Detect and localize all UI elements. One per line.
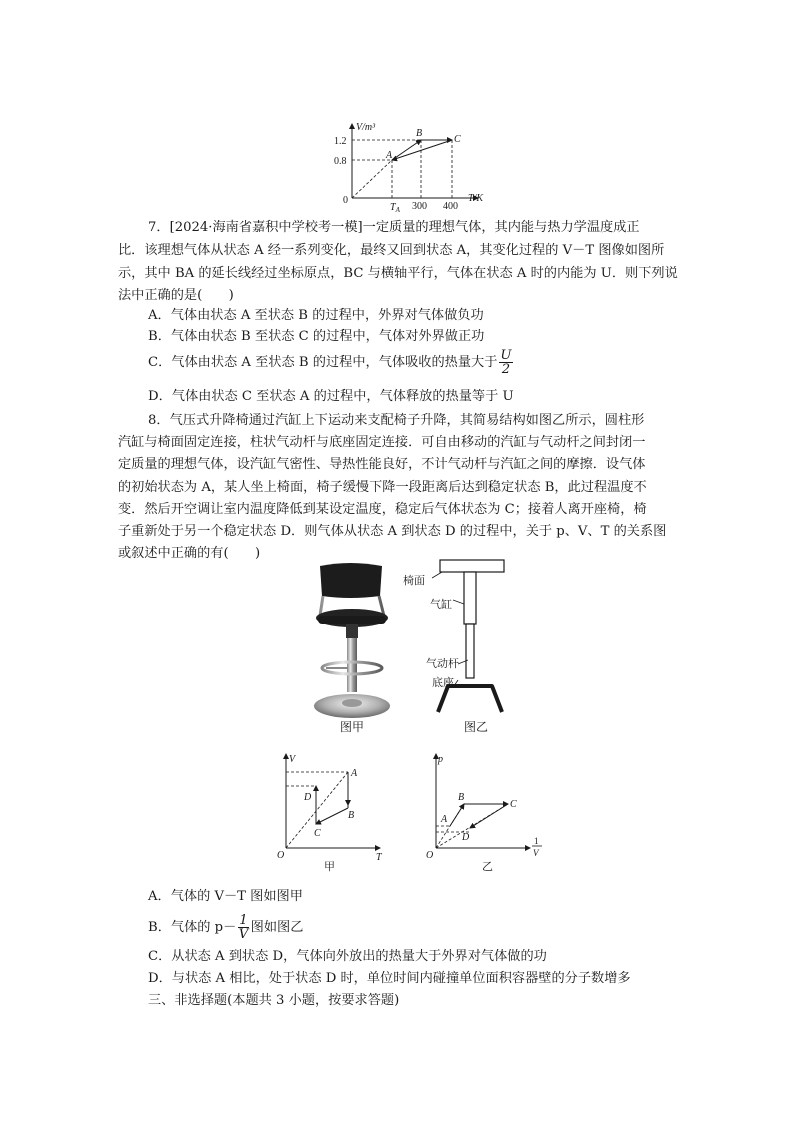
vt-y-label: V/m³: [356, 122, 376, 133]
section-3-heading: 三、非选择题(本题共 3 小题，按要求答题): [148, 993, 400, 1008]
jia-y-label: V: [289, 754, 296, 765]
graph-jia: [276, 748, 386, 870]
yi-x-label-num: 1: [534, 836, 539, 846]
q8-line-5: 变．然后开空调让室内温度降低到某设定温度，稳定后气体状态为 C；接着人离开座椅，椅: [118, 502, 647, 517]
q8-line-2: 汽缸与椅面固定连接，柱状气动杆与底座固定连接．可自由移动的汽缸与气动杆之间封闭一: [118, 435, 646, 450]
q8-option-a[interactable]: A．气体的 V－T 图如图甲: [148, 889, 303, 904]
fig-yi-caption: 图乙: [464, 720, 489, 734]
label-cylinder: 气缸: [430, 598, 452, 611]
yi-y-label: p: [438, 754, 443, 765]
vt-xtick-400: 400: [443, 201, 458, 212]
q7-option-c-fraction: $\frac{U}{2}$: [500, 348, 512, 377]
q8-option-b-fraction: $\frac{1}{V}$: [238, 913, 249, 942]
label-base: 底座: [432, 676, 454, 689]
yi-point-d: D: [462, 832, 470, 843]
vt-xtick-300: 300: [412, 201, 427, 212]
yi-point-c: C: [510, 799, 517, 810]
q8-line-3: 定质量的理想气体，设汽缸气密性、导热性能良好，不计气动杆与汽缸之间的摩擦．设气体: [118, 457, 646, 472]
vt-ytick-1.2: 1.2: [334, 136, 347, 147]
vt-point-b: B: [416, 128, 423, 139]
q8-line-7-visible: 或叙述中正确的有( ): [118, 546, 261, 561]
label-seat: 椅面: [403, 574, 425, 587]
rod-shape: [466, 624, 474, 678]
q7-option-a[interactable]: A．气体由状态 A 至状态 B 的过程中，外界对气体做负功: [148, 308, 484, 323]
vt-graph: [330, 118, 510, 218]
yi-origin: O: [426, 850, 434, 861]
seat-plate: [440, 560, 504, 572]
q8-option-c[interactable]: C．从状态 A 到状态 D，气体向外放出的热量大于外界对气体做的功: [148, 949, 547, 964]
q7-option-b[interactable]: B．气体由状态 B 至状态 C 的过程中，气体对外界做正功: [148, 329, 485, 344]
vt-xtick-ta: $T_A$: [390, 202, 400, 214]
q7-line-3: 示，其中 BA 的延长线经过坐标原点，BC 与横轴平行，气体在状态 A 时的内能为 U．则下列说: [118, 266, 678, 281]
q8-option-b-prefix: B．气体的 p－: [148, 920, 237, 935]
label-rod: 气动杆: [426, 657, 459, 670]
q8-line-6: 子重新处于另一个稳定状态 D．则气体从状态 A 到状态 D 的过程中，关于 p、V、T 的关系图: [118, 524, 667, 539]
yi-x-label-den: V: [533, 848, 539, 858]
q8-line-1: 8．气压式升降椅通过汽缸上下运动来支配椅子升降，其简易结构如图乙所示，圆柱形: [148, 413, 645, 428]
chair-photo: [298, 560, 408, 728]
q7-option-d[interactable]: D．气体由状态 C 至状态 A 的过程中，气体释放的热量等于 U: [148, 389, 514, 404]
graph-yi: [426, 748, 546, 870]
vt-origin: 0: [343, 195, 348, 206]
jia-point-b: B: [348, 810, 355, 821]
yi-point-b: B: [458, 792, 465, 803]
vt-point-c: C: [454, 134, 461, 145]
jia-point-c: C: [314, 828, 321, 839]
vt-x-label: T/K: [468, 193, 484, 204]
q7-line-1: 7．[2024·海南省嘉积中学校考一模]一定质量的理想气体，其内能与热力学温度成正: [148, 220, 640, 235]
q7-line-2: 比．该理想气体从状态 A 经一系列变化，最终又回到状态 A，其变化过程的 V－T 图像如图所: [118, 243, 665, 258]
q7-line-4: 法中正确的是( ): [118, 288, 234, 303]
jia-origin: O: [277, 850, 285, 861]
q7-option-c-text: C．气体由状态 A 至状态 B 的过程中，气体吸收的热量大于: [148, 355, 498, 370]
graph-yi-caption: 乙: [482, 860, 493, 873]
q8-line-4: 的初始状态为 A，某人坐上椅面，椅子缓慢下降一段距离后达到稳定状态 B，此过程温度不: [118, 480, 647, 495]
q8-option-b[interactable]: [148, 914, 303, 941]
jia-point-d: D: [304, 792, 312, 803]
cylinder-shape: [464, 572, 476, 624]
q8-option-b-suffix: 图如图乙: [250, 920, 304, 935]
jia-x-label: T: [376, 852, 382, 863]
vt-ytick-0.8: 0.8: [334, 156, 347, 167]
fig-jia-caption: 图甲: [340, 720, 365, 734]
yi-point-a: A: [441, 814, 448, 825]
graph-jia-caption: 甲: [324, 860, 335, 873]
q7-option-c[interactable]: [148, 349, 515, 376]
vt-point-a: A: [386, 150, 393, 161]
jia-point-a: A: [351, 768, 358, 779]
q8-option-d[interactable]: D．与状态 A 相比，处于状态 D 时，单位时间内碰撞单位面积容器壁的分子数增多: [148, 971, 631, 986]
